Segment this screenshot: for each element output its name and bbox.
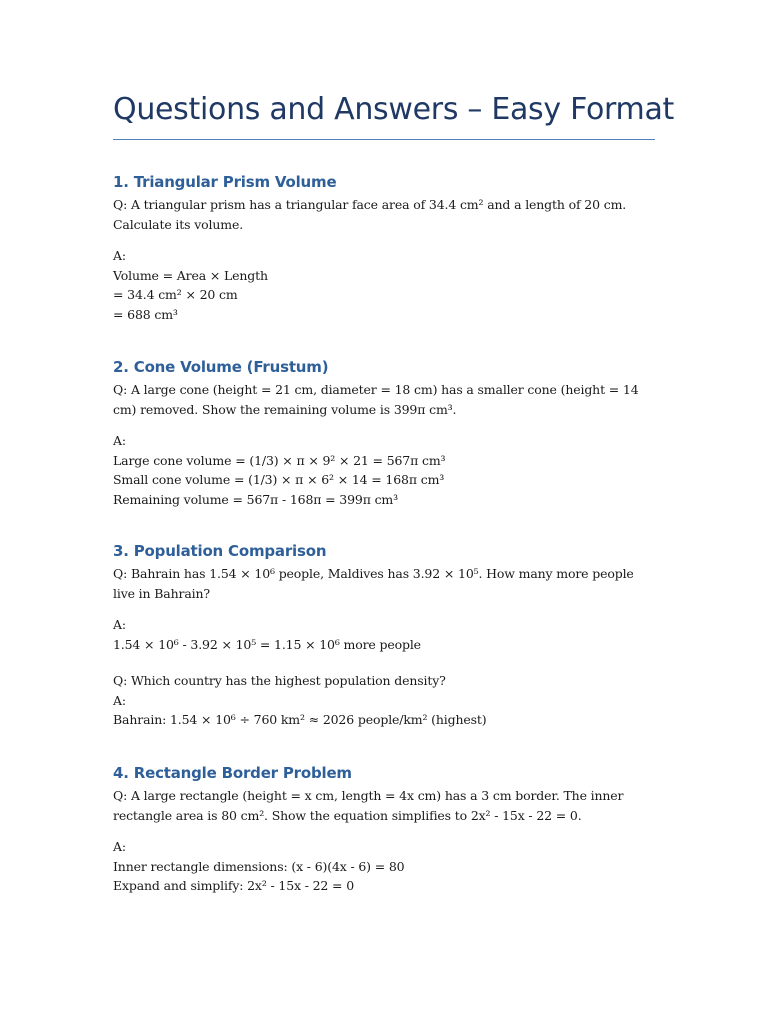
section-heading: 4. Rectangle Border Problem [113, 764, 352, 782]
answer-label: A: [113, 433, 126, 448]
section-heading: 3. Population Comparison [113, 542, 327, 560]
section-rectangle-border [113, 763, 658, 896]
question-text: Q: A large cone (height = 21 cm, diameter = 18 cm) has a smaller cone (height = 14 cm) removed. Show the remaining volume is 399π cm³. [113, 382, 639, 417]
title-divider [113, 139, 655, 140]
section-heading: 1. Triangular Prism Volume [113, 173, 337, 191]
question-text: Q: A triangular prism has a triangular face area of 34.4 cm² and a length of 20 cm. Calculate its volume. [113, 197, 627, 232]
section-cone-volume [113, 357, 658, 509]
answer-line: 1.54 × 10⁶ - 3.92 × 10⁵ = 1.15 × 10⁶ more people [113, 636, 421, 652]
answer-label: A: [113, 617, 126, 632]
answer-line: Volume = Area × Length [113, 267, 268, 283]
answer-label: A: [113, 839, 126, 854]
question-text: Q: Which country has the highest population density? [113, 673, 446, 688]
question-text: Q: A large rectangle (height = x cm, length = 4x cm) has a 3 cm border. The inner rectangle area is 80 cm². Show the equation simplifies to 2x² - 15x - 22 = 0. [113, 788, 624, 823]
answer-line: Expand and simplify: 2x² - 15x - 22 = 0 [113, 878, 355, 893]
answer-line: Large cone volume = (1/3) × π × 9² × 21 = 567π cm³ [113, 452, 446, 468]
answer-line: Remaining volume = 567π - 168π = 399π cm³ [113, 491, 398, 507]
answer-label: A: [113, 248, 126, 263]
answer-line: Small cone volume = (1/3) × π × 6² × 14 = 168π cm³ [113, 472, 445, 487]
answer-line: Inner rectangle dimensions: (x - 6)(4x - 6) = 80 [113, 858, 405, 874]
section-population-comparison [113, 541, 658, 730]
question-text: Q: Bahrain has 1.54 × 10⁶ people, Maldives has 3.92 × 10⁵. How many more people live in Bahrain? [113, 566, 634, 601]
page-title: Questions and Answers – Easy Format [113, 92, 674, 127]
answer-line: = 688 cm³ [113, 306, 178, 322]
answer-line: = 34.4 cm² × 20 cm [113, 287, 238, 302]
section-heading: 2. Cone Volume (Frustum) [113, 358, 329, 376]
section-triangular-prism [113, 172, 658, 324]
answer-label: A: [113, 692, 126, 708]
answer-line: Bahrain: 1.54 × 10⁶ ÷ 760 km² ≈ 2026 people/km² (highest) [113, 712, 487, 727]
